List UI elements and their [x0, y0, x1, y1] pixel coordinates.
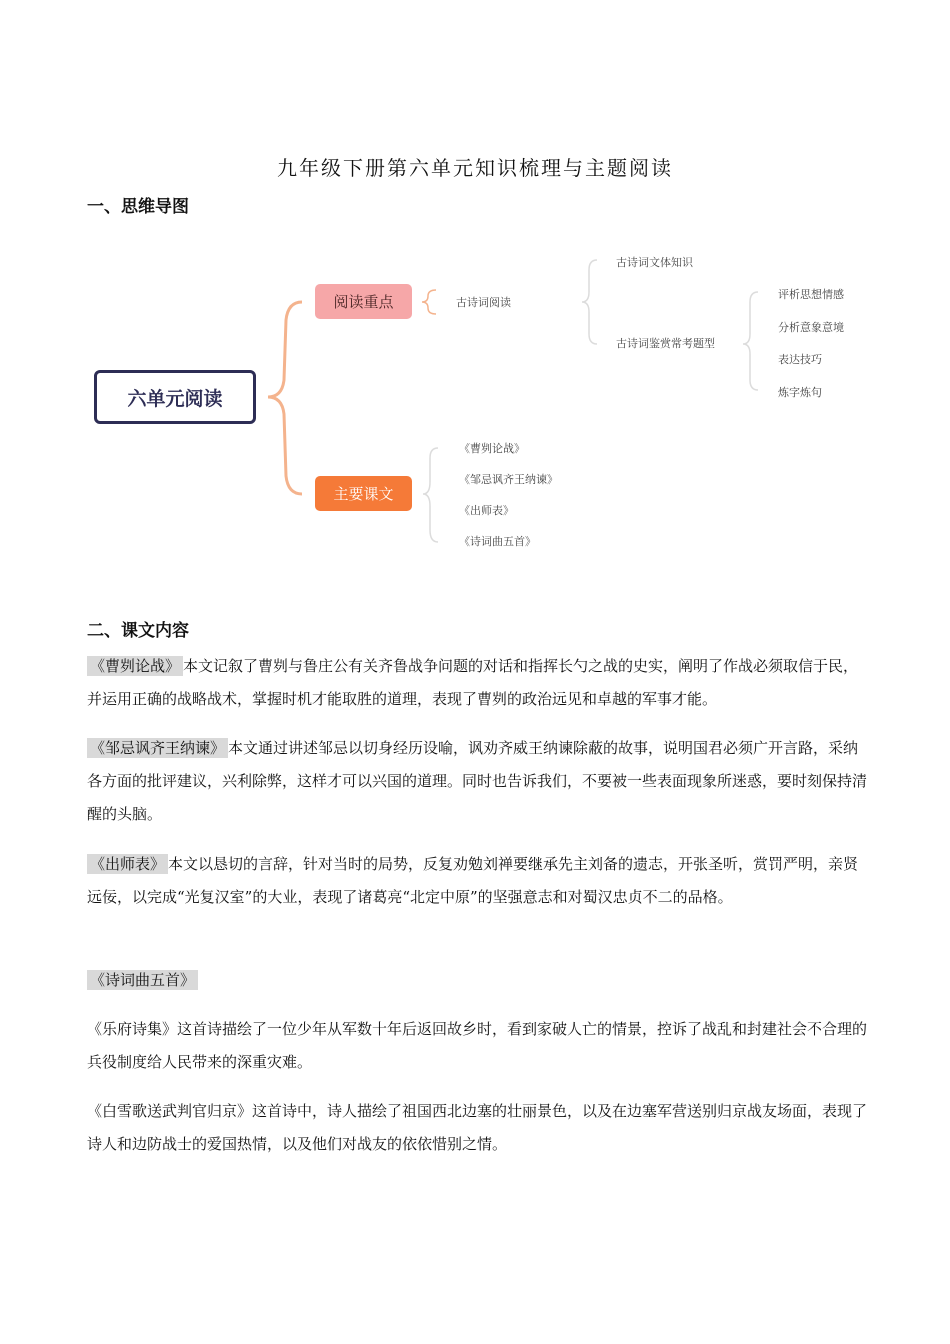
leaf-text-0: 《曹刿论战》 — [459, 442, 525, 455]
text-caogui: 本文记叙了曹刿与鲁庄公有关齐鲁战争问题的对话和指挥长勺之战的史实，阐明了作战必须取信于民，并运用正确的战略战术，掌握时机才能取胜的道理，表现了曹刿的政治远见和卓越的军事才能。 — [87, 657, 859, 708]
leaf-subsub-0: 评析思想情感 — [778, 288, 844, 301]
leaf-subsub-1: 分析意象意境 — [778, 321, 844, 334]
paragraph-caogui — [87, 650, 872, 716]
paragraph-baixuege — [87, 1095, 872, 1161]
leaf-poetry-reading: 古诗词阅读 — [456, 296, 511, 309]
connector-root-branch1 — [268, 302, 302, 397]
brace-branch1 — [422, 290, 436, 314]
leaf-text-2: 《出师表》 — [459, 504, 514, 517]
section2-heading: 二、课文内容 — [87, 621, 189, 641]
text-yuefu: 《乐府诗集》这首诗描绘了一位少年从军数十年后返回故乡时，看到家破人亡的情景，控诉了战乱和封建社会不合理的兵役制度给人民带来的深重灾难。 — [87, 1020, 868, 1071]
mind-map — [0, 230, 950, 570]
branch-reading-focus: 阅读重点 — [315, 284, 412, 319]
paragraph-chushibiao — [87, 848, 872, 914]
paragraph-poems — [87, 964, 872, 997]
leaf-text-3: 《诗词曲五首》 — [459, 535, 536, 548]
section1-heading: 一、思维导图 — [87, 197, 189, 217]
leaf-subsub-3: 炼字炼句 — [778, 386, 822, 399]
brace-child — [582, 260, 597, 344]
leaf-sub-0: 古诗词文体知识 — [616, 256, 693, 269]
paragraph-zouji — [87, 732, 872, 831]
tag-poems: 《诗词曲五首》 — [87, 970, 198, 990]
leaf-text-1: 《邹忌讽齐王纳谏》 — [459, 473, 558, 486]
brace-sub — [743, 292, 758, 390]
paragraph-yuefu — [87, 1013, 872, 1079]
tag-chushibiao: 《出师表》 — [87, 854, 168, 874]
connector-root-branch2 — [268, 397, 302, 494]
leaf-sub-1: 古诗词鉴赏常考题型 — [616, 337, 715, 350]
text-chushibiao: 本文以恳切的言辞，针对当时的局势，反复劝勉刘禅要继承先主刘备的遗志，开张圣听，赏罚严明，亲贤远佞，以完成“光复汉室”的大业，表现了诸葛亮“北定中原”的坚强意志和对蜀汉忠贞不二的品格。 — [87, 855, 859, 906]
tag-zouji: 《邹忌讽齐王纳谏》 — [87, 738, 228, 758]
leaf-subsub-2: 表达技巧 — [778, 353, 822, 366]
mindmap-root: 六单元阅读 — [94, 370, 256, 424]
text-zouji: 本文通过讲述邹忌以切身经历设喻，讽劝齐威王纳谏除蔽的故事，说明国君必须广开言路，采纳各方面的批评建议，兴利除弊，这样才可以兴国的道理。同时也告诉我们，不要被一些表面现象所迷惑，要时刻保持清醒的头脑。 — [87, 739, 868, 823]
tag-caogui: 《曹刿论战》 — [87, 656, 183, 676]
branch-main-texts: 主要课文 — [315, 476, 412, 511]
text-baixuege: 《白雪歌送武判官归京》这首诗中，诗人描绘了祖国西北边塞的壮丽景色，以及在边塞军营送别归京战友场面，表现了诗人和边防战士的爱国热情，以及他们对战友的依依惜别之情。 — [87, 1102, 868, 1153]
page-title: 九年级下册第六单元知识梳理与主题阅读 — [277, 156, 673, 180]
brace-branch2 — [423, 448, 438, 542]
